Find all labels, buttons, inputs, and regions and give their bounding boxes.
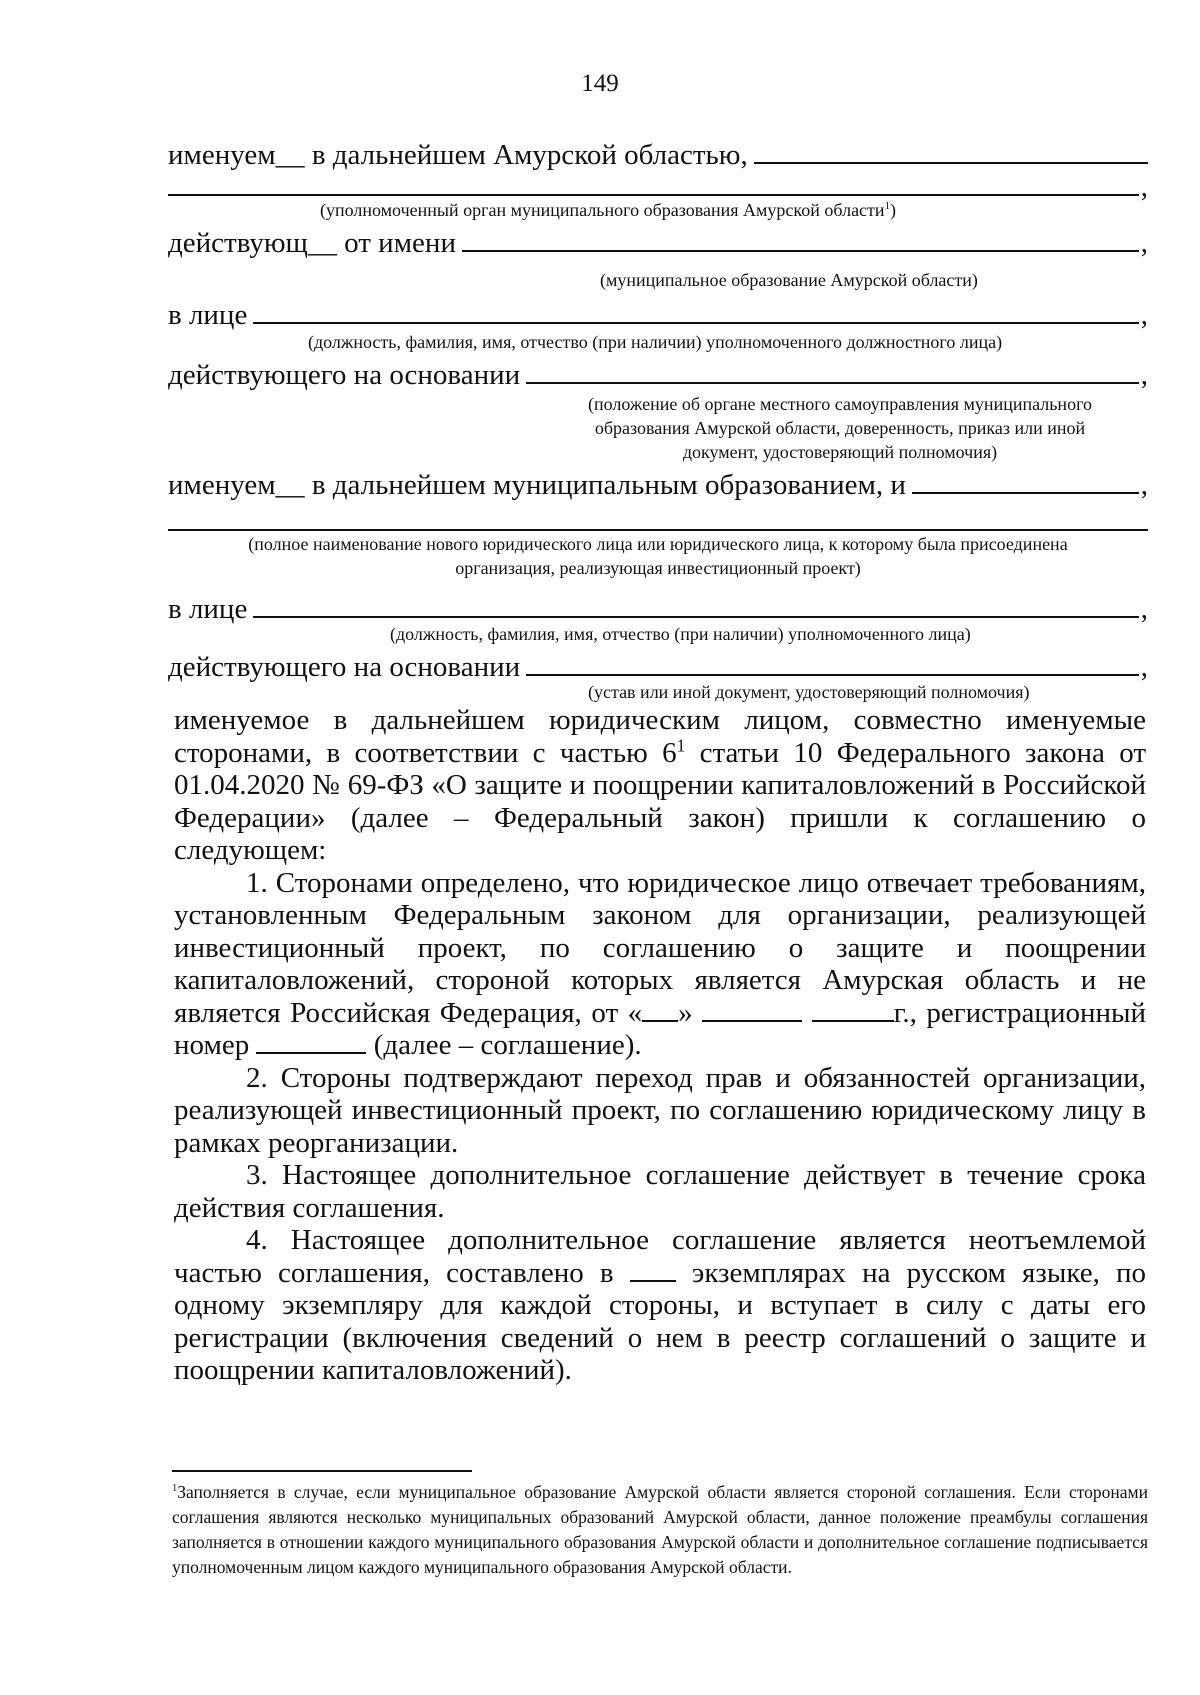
caption-basis-document: (положение об органе местного самоуправления муниципального образования Амурской области, доверенность, приказ или иной документ, удостоверяющий полномочия) <box>587 394 1093 462</box>
preamble-line-6-text: в лице <box>168 593 248 625</box>
preamble-line-5 <box>168 466 1148 502</box>
preamble-line-3 <box>168 296 1148 332</box>
blank-field <box>168 194 1139 196</box>
preamble-line-7 <box>168 648 1148 684</box>
comma: , <box>1140 359 1148 391</box>
blank-field <box>526 382 1139 384</box>
caption-official-person: (должность, фамилия, имя, отчество (при наличии) уполномоченного должностного лица) <box>308 332 1003 352</box>
preamble-line-3-text: в лице <box>168 299 248 331</box>
caption-charter: (устав или иной документ, удостоверяющий полномочия) <box>588 682 1030 702</box>
blank-field <box>912 492 1139 494</box>
blank-field <box>526 674 1139 676</box>
comma: , <box>1140 593 1148 625</box>
caption-authorized-person: (должность, фамилия, имя, отчество (при наличии) уполномоченного лица) <box>390 624 971 644</box>
blank-field <box>253 616 1138 618</box>
clause-4: 4. Настоящее дополнительное соглашение является неотъемлемой частью соглашения, составлено в экземплярах на русском языке, по одному экземпляру для каждой стороны, и вступает в силу с даты его регистрации (включения сведений о нем в реестр соглашений о защите и поощрении капиталовложений). <box>174 1224 1146 1386</box>
caption-municipality: (муниципальное образование Амурской области) <box>600 270 978 290</box>
blank-full-line <box>168 529 1148 531</box>
preamble-line-1 <box>168 136 1148 172</box>
preamble-line-2 <box>168 224 1148 260</box>
preamble-line-4-text: действующего на основании <box>168 359 521 391</box>
page-number: 149 <box>581 70 619 97</box>
preamble-line-6 <box>168 590 1148 626</box>
preamble-line-2-text: действующ__ от имени <box>168 227 456 259</box>
comma: , <box>1140 227 1148 259</box>
clause-1: 1. Сторонами определено, что юридическое лицо отвечает требованиям, установленным Федеральным законом для организации, реализующей инвестиционный проект, по соглашению о защите и поощрении капиталовложений, стороной которых является Амурская область и не является Российская Федерация, от « » г., регистрационный номер (далее – соглашение). <box>174 866 1147 1061</box>
blank-field <box>754 162 1148 164</box>
caption-legal-entity: (полное наименование нового юридического лица или юридического лица, к которому была присоединена организация, реализующая инвестиционный проект) <box>248 534 1068 578</box>
caption-authorized-body: (уполномоченный орган муниципального образования Амурской области$^1$) <box>320 200 896 220</box>
blank-field <box>253 322 1138 324</box>
comma: , <box>1140 299 1148 331</box>
preamble-line-5-text: именуем__ в дальнейшем муниципальным образованием, и <box>168 469 906 501</box>
footnote: $^1$Заполняется в случае, если муниципальное образование Амурской области является стороной соглашения. Если сторонами соглашения являются несколько муниципальных образований Амурской области, данное положение преамбулы соглашения заполняется в отношении каждого муниципального образования Амурской области и дополнительное соглашение подписывается уполномоченным лицом каждого муниципального образования Амурской области. <box>172 1482 1148 1577</box>
preamble-line-4 <box>168 356 1148 392</box>
blank-field <box>462 250 1139 252</box>
clause-3: 3. Настоящее дополнительное соглашение действует в течение срока действия соглашения. <box>174 1159 1146 1224</box>
comma: , <box>1140 651 1148 683</box>
footnote-rule <box>172 1470 472 1472</box>
preamble-line-7-text: действующего на основании <box>168 651 521 683</box>
comma: , <box>1140 469 1148 501</box>
clause-2: 2. Стороны подтверждают переход прав и обязанностей организации, реализующей инвестиционный проект, по соглашению юридическому лицу в рамках реорганизации. <box>174 1061 1146 1159</box>
intro-paragraph: именуемое в дальнейшем юридическим лицом, совместно именуемые сторонами, в соответствии с частью $6^1$ статьи 10 Федерального закона от 01.04.2020 № 69-ФЗ «О защите и поощрении капиталовложений в Российской Федерации» (далее – Федеральный закон) пришли к соглашению о следующем: <box>174 704 1146 866</box>
comma: , <box>1140 171 1148 203</box>
preamble-line-1-text: именуем__ в дальнейшем Амурской областью, <box>168 139 748 171</box>
body-text <box>174 704 1146 1387</box>
